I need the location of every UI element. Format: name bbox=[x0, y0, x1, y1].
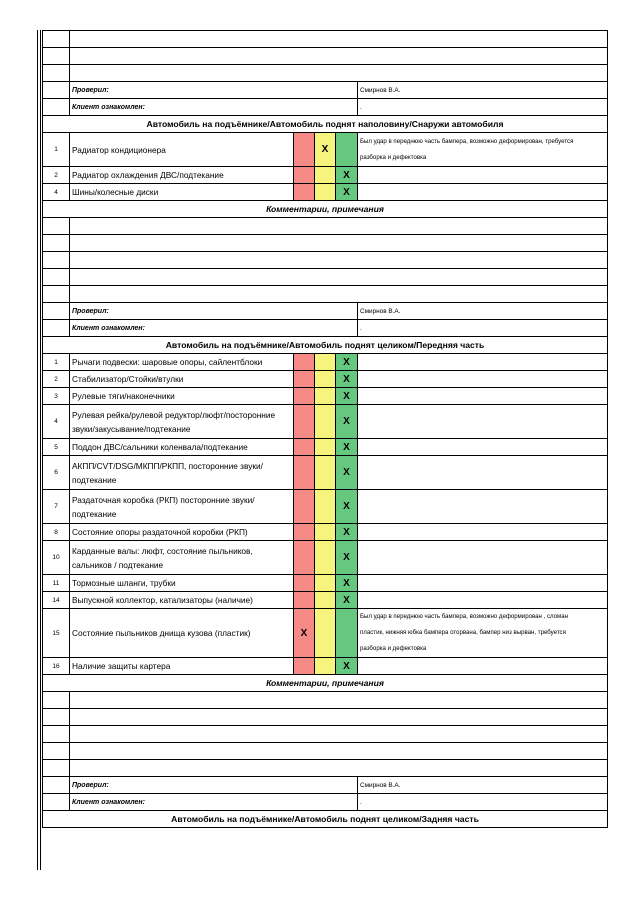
item-name-line: Рулевая рейка/рулевой редуктор/люфт/посторонние bbox=[72, 409, 276, 420]
item-number: 10 bbox=[43, 541, 70, 575]
comment-row bbox=[43, 252, 608, 269]
section-header-outside bbox=[43, 116, 608, 133]
comment-line: разборка и дефектовка bbox=[360, 153, 427, 161]
status-yellow-cell bbox=[315, 658, 336, 675]
comment-row bbox=[43, 709, 608, 726]
section-title: Автомобиль на подъёмнике/Автомобиль поднят целиком/Передняя часть bbox=[43, 337, 608, 354]
status-yellow-cell bbox=[315, 592, 336, 609]
comments-header bbox=[43, 675, 608, 692]
item-comment bbox=[358, 490, 608, 524]
status-yellow-cell bbox=[315, 490, 336, 524]
item-comment bbox=[358, 405, 608, 439]
section-title: Автомобиль на подъёмнике/Автомобиль поднят наполовину/Снаружи автомобиля bbox=[43, 116, 608, 133]
comment-line: разборка и дефектовка bbox=[360, 645, 427, 652]
item-number: 4 bbox=[43, 405, 70, 439]
status-yellow-cell bbox=[315, 439, 336, 456]
status-red-cell bbox=[294, 541, 315, 575]
empty-row bbox=[43, 65, 608, 82]
status-green-cell: X bbox=[336, 541, 358, 575]
client-acknowledged-value: . bbox=[358, 99, 608, 116]
item-name: Рычаги подвески: шаровые опоры, сайлентблоки bbox=[70, 354, 294, 371]
item-name bbox=[70, 456, 294, 490]
status-green-cell: X bbox=[336, 184, 358, 201]
item-comment bbox=[358, 388, 608, 405]
client-row bbox=[43, 99, 608, 116]
item-name: Поддон ДВС/сальники коленвала/подтекание bbox=[70, 439, 294, 456]
comment-row bbox=[43, 286, 608, 303]
status-green-cell: X bbox=[336, 490, 358, 524]
checked-by-label: Проверил: bbox=[70, 303, 358, 320]
empty-row bbox=[43, 31, 608, 48]
item-number: 16 bbox=[43, 658, 70, 675]
comment-row bbox=[43, 760, 608, 777]
comment-row bbox=[43, 743, 608, 760]
table-row bbox=[43, 439, 608, 456]
item-number: 1 bbox=[43, 133, 70, 167]
status-red-cell bbox=[294, 133, 315, 167]
comment-row bbox=[43, 692, 608, 709]
item-name: Состояние пыльников днища кузова (пластик) bbox=[70, 609, 294, 658]
item-comment bbox=[358, 167, 608, 184]
status-red-cell bbox=[294, 405, 315, 439]
status-green-cell bbox=[336, 133, 358, 167]
item-number: 14 bbox=[43, 592, 70, 609]
status-green-cell: X bbox=[336, 388, 358, 405]
status-red-cell bbox=[294, 575, 315, 592]
item-name: Шины/колесные диски bbox=[70, 184, 294, 201]
comment-row bbox=[43, 218, 608, 235]
status-green-cell: X bbox=[336, 575, 358, 592]
checked-by-row bbox=[43, 777, 608, 794]
section-header-rear bbox=[43, 811, 608, 828]
status-yellow-cell bbox=[315, 609, 336, 658]
table-row bbox=[43, 524, 608, 541]
item-comment bbox=[358, 456, 608, 490]
status-red-cell bbox=[294, 658, 315, 675]
item-name-line: АКПП/CVT/DSG/МКПП/РКПП, посторонние звуки/ bbox=[72, 460, 263, 471]
client-acknowledged-value: . bbox=[358, 794, 608, 811]
status-green-cell: X bbox=[336, 405, 358, 439]
item-number: 3 bbox=[43, 388, 70, 405]
checked-by-row bbox=[43, 303, 608, 320]
comment-row bbox=[43, 726, 608, 743]
checked-by-label: Проверил: bbox=[70, 777, 358, 794]
empty-row bbox=[43, 48, 608, 65]
table-row bbox=[43, 354, 608, 371]
item-number: 6 bbox=[43, 456, 70, 490]
table-row bbox=[43, 388, 608, 405]
client-row bbox=[43, 320, 608, 337]
status-yellow-cell bbox=[315, 541, 336, 575]
status-yellow-cell: X bbox=[315, 133, 336, 167]
client-row bbox=[43, 794, 608, 811]
status-yellow-cell bbox=[315, 371, 336, 388]
status-yellow-cell bbox=[315, 167, 336, 184]
status-yellow-cell bbox=[315, 354, 336, 371]
item-name-line: подтекание bbox=[72, 508, 117, 519]
status-green-cell: X bbox=[336, 658, 358, 675]
item-comment bbox=[358, 658, 608, 675]
comment-line: пластик, нижняя юбка бампера оторвана, бампер низ вырван, требуется bbox=[360, 629, 566, 636]
status-green-cell: X bbox=[336, 439, 358, 456]
status-red-cell bbox=[294, 371, 315, 388]
status-red-cell bbox=[294, 354, 315, 371]
item-name: Выпускной коллектор, катализаторы (наличие) bbox=[70, 592, 294, 609]
item-number: 7 bbox=[43, 490, 70, 524]
item-comment bbox=[358, 184, 608, 201]
checked-by-label: Проверил: bbox=[70, 82, 358, 99]
table-row bbox=[43, 133, 608, 167]
status-red-cell bbox=[294, 490, 315, 524]
comments-header bbox=[43, 201, 608, 218]
comment-line: Был удар в переднюю часть бампера, возможно деформирован, требуется bbox=[360, 137, 574, 145]
item-name: Радиатор кондиционера bbox=[70, 133, 294, 167]
item-name-line: Карданные валы: люфт, состояние пыльников, bbox=[72, 545, 253, 556]
item-number: 11 bbox=[43, 575, 70, 592]
status-green-cell: X bbox=[336, 592, 358, 609]
item-name: Тормозные шланги, трубки bbox=[70, 575, 294, 592]
table-row bbox=[43, 592, 608, 609]
item-name bbox=[70, 490, 294, 524]
item-name: Состояние опоры раздаточной коробки (РКП) bbox=[70, 524, 294, 541]
status-yellow-cell bbox=[315, 456, 336, 490]
table-row bbox=[43, 167, 608, 184]
client-acknowledged-label: Клиент ознакомлен: bbox=[70, 99, 358, 116]
status-green-cell: X bbox=[336, 354, 358, 371]
item-name-line: подтекание bbox=[72, 474, 117, 485]
table-row bbox=[43, 371, 608, 388]
section-title: Автомобиль на подъёмнике/Автомобиль поднят целиком/Задняя часть bbox=[43, 811, 608, 828]
status-yellow-cell bbox=[315, 524, 336, 541]
table-row bbox=[43, 184, 608, 201]
client-acknowledged-value: . bbox=[358, 320, 608, 337]
checked-by-value: Смирнов В.А. bbox=[358, 303, 608, 320]
item-comment bbox=[358, 609, 608, 658]
status-green-cell: X bbox=[336, 167, 358, 184]
status-red-cell bbox=[294, 184, 315, 201]
status-red-cell bbox=[294, 167, 315, 184]
item-comment bbox=[358, 541, 608, 575]
item-number: 4 bbox=[43, 184, 70, 201]
status-red-cell bbox=[294, 388, 315, 405]
item-name: Наличие защиты картера bbox=[70, 658, 294, 675]
item-name-line: звуки/закусывание/подтекание bbox=[72, 423, 191, 434]
comments-title: Комментарии, примечания bbox=[43, 675, 608, 692]
status-yellow-cell bbox=[315, 184, 336, 201]
comment-row bbox=[43, 269, 608, 286]
comment-line: Был удар в переднюю часть бампера, возможно деформирован , сломан bbox=[360, 613, 568, 620]
comment-row bbox=[43, 235, 608, 252]
item-comment bbox=[358, 371, 608, 388]
comments-title: Комментарии, примечания bbox=[43, 201, 608, 218]
item-number: 15 bbox=[43, 609, 70, 658]
status-green-cell: X bbox=[336, 524, 358, 541]
item-number: 2 bbox=[43, 167, 70, 184]
status-yellow-cell bbox=[315, 575, 336, 592]
section-header-front bbox=[43, 337, 608, 354]
item-name bbox=[70, 541, 294, 575]
status-red-cell bbox=[294, 592, 315, 609]
table-row bbox=[43, 658, 608, 675]
item-name: Радиатор охлаждения ДВС/подтекание bbox=[70, 167, 294, 184]
item-number: 1 bbox=[43, 354, 70, 371]
status-green-cell bbox=[336, 609, 358, 658]
item-comment bbox=[358, 575, 608, 592]
left-margin-line-inner bbox=[40, 30, 41, 870]
table-row bbox=[43, 490, 608, 524]
status-red-cell bbox=[294, 524, 315, 541]
item-name-line: Раздаточная коробка (РКП) посторонние звуки/ bbox=[72, 494, 255, 505]
item-number: 2 bbox=[43, 371, 70, 388]
status-yellow-cell bbox=[315, 388, 336, 405]
item-name: Рулевые тяги/наконечники bbox=[70, 388, 294, 405]
checked-by-value: Смирнов В.А. bbox=[358, 777, 608, 794]
left-margin-line bbox=[37, 30, 38, 870]
item-comment bbox=[358, 439, 608, 456]
table-row bbox=[43, 456, 608, 490]
client-acknowledged-label: Клиент ознакомлен: bbox=[70, 320, 358, 337]
status-yellow-cell bbox=[315, 405, 336, 439]
checked-by-value: Смирнов В.А. bbox=[358, 82, 608, 99]
table-row bbox=[43, 609, 608, 658]
status-green-cell: X bbox=[336, 371, 358, 388]
status-red-cell bbox=[294, 439, 315, 456]
item-comment bbox=[358, 524, 608, 541]
status-red-cell bbox=[294, 456, 315, 490]
status-green-cell: X bbox=[336, 456, 358, 490]
checked-by-row bbox=[43, 82, 608, 99]
table-row bbox=[43, 405, 608, 439]
table-row bbox=[43, 541, 608, 575]
item-name: Стабилизатор/Стойки/втулки bbox=[70, 371, 294, 388]
item-name bbox=[70, 405, 294, 439]
status-red-cell: X bbox=[294, 609, 315, 658]
item-comment bbox=[358, 354, 608, 371]
inspection-table bbox=[42, 30, 608, 828]
table-row bbox=[43, 575, 608, 592]
item-comment bbox=[358, 592, 608, 609]
item-number: 8 bbox=[43, 524, 70, 541]
client-acknowledged-label: Клиент ознакомлен: bbox=[70, 794, 358, 811]
item-comment bbox=[358, 133, 608, 167]
item-number: 5 bbox=[43, 439, 70, 456]
item-name-line: сальников / подтекание bbox=[72, 559, 164, 570]
